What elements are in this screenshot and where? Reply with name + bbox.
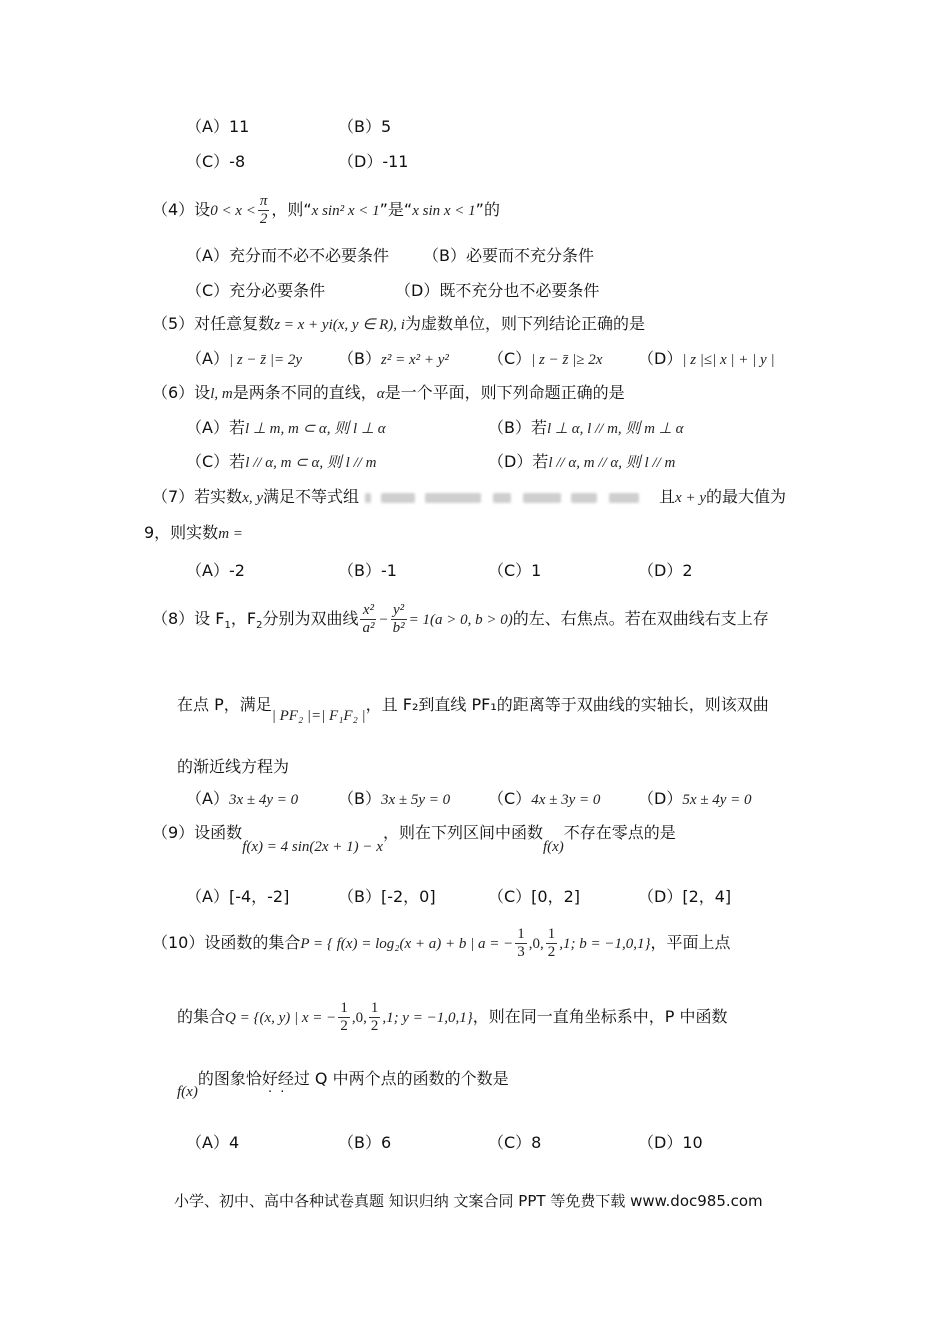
q10-q-expr: Q = {(x, y) | x = − <box>225 1010 337 1026</box>
q5-option-a <box>186 348 302 371</box>
q10-one-c: 1 <box>340 1000 348 1016</box>
q8-comma: ，F <box>230 609 257 628</box>
q8-a-expr: 3x ± 4y = 0 <box>228 792 299 808</box>
q10-p-tail: ,1; b = −1,0,1} <box>559 936 651 952</box>
q4-option-d: （D）既不充分也不必要条件 <box>395 281 600 300</box>
q5-stem <box>152 313 645 336</box>
q5-expr: z = x + yi(x, y ∈ R), i <box>274 317 405 333</box>
q5-d-label: （D） <box>638 349 683 368</box>
q10-tail: ，平面上点 <box>650 933 731 952</box>
q10-two-b: 2 <box>340 1018 348 1034</box>
q8-a-label: （A） <box>186 789 229 808</box>
q9-mid: ，则在下列区间中函数 <box>382 823 543 842</box>
q9-option-a: （A）[-4，-2] <box>186 887 290 906</box>
q8-x2: x² <box>360 602 376 620</box>
q6-d-expr: l // α, m // α, 则 l // m <box>548 455 676 471</box>
q8-l2-lead: 在点 P，满足 <box>177 695 272 714</box>
q9-option-c: （C）[0，2] <box>488 887 581 906</box>
q10-p-mid: ,0, <box>528 936 544 952</box>
q6-alpha: α <box>376 386 385 402</box>
q8-stem: （8）设 $F_1$，$F_2$分别为双曲线 $\frac{\text{x²}}{\text{a²}}$ − $\frac{\text{y²}}{\text{b²}}$ = 1(a > 0, b > 0)的左、右焦点。若在双曲线右支上存 <box>152 602 769 636</box>
q10-one-a: 1 <box>517 926 525 942</box>
q8-d-label: （D） <box>638 789 683 808</box>
q7-vars: x, y <box>242 490 264 506</box>
q4-mid1: ，则“ <box>271 200 312 219</box>
q6-d-label: （D）若 <box>488 452 549 471</box>
q4-option-c: （C）充分必要条件 <box>186 281 326 300</box>
q4-pi: π <box>259 193 268 209</box>
q6-c-label: （C）若 <box>186 452 246 471</box>
q5-tail: 为虚数单位，则下列结论正确的是 <box>404 314 645 333</box>
q10-l3-tail: 的图象恰好经过 Q 中两个点的函数的个数是 <box>197 1069 509 1088</box>
q4-expr2: x sin x < 1 <box>412 203 476 219</box>
q10-l2-lead: 的集合 <box>177 1007 226 1026</box>
q4-two: 2 <box>259 211 268 227</box>
q4-option-b: （B）必要而不充分条件 <box>423 246 594 265</box>
q7-and: 且 <box>659 487 676 506</box>
q8-lead: （8）设 F <box>152 609 225 628</box>
q7-tail: 的最大值为 <box>705 487 786 506</box>
q10-lead: （10）设函数的集合 <box>152 933 301 952</box>
q5-lead: （5）对任意复数 <box>152 314 275 333</box>
q8-option-b <box>338 788 450 811</box>
q4-fraction <box>258 193 270 228</box>
q7-inequality-system-image <box>359 487 659 509</box>
q7-line2-expr: m = <box>218 526 243 542</box>
q4-tail: ”的 <box>475 200 500 219</box>
q4-mid2: ”是“ <box>379 200 413 219</box>
q6-option-c <box>186 451 376 474</box>
q10-frac-half-neg <box>338 1000 350 1035</box>
q10-l2-tail: ，则在同一直角坐标系中，P 中函数 <box>472 1007 728 1026</box>
q5-d-expr: | z |≤| x | + | y | <box>682 352 775 368</box>
q6-lead: （6）设 <box>152 383 211 402</box>
q8-mid: 分别为双曲线 <box>262 609 359 628</box>
q8-c-label: （C） <box>488 789 532 808</box>
q7-sum: x + y <box>675 490 706 506</box>
q6-stem <box>152 382 625 405</box>
q6-c-expr: l // α, m ⊂ α, 则 l // m <box>245 455 377 471</box>
q5-option-c <box>488 348 602 371</box>
q7-mid: 满足不等式组 <box>263 487 360 506</box>
q8-sub2: 2 <box>256 620 263 632</box>
q10-p-expr: P = { f(x) = log₂(x + a) + b | a = − <box>300 936 514 952</box>
q9-option-b: （B）[-2，0] <box>338 887 436 906</box>
q6-option-b <box>488 417 683 440</box>
q8-y2: y² <box>391 602 407 620</box>
q10-option-c: （C）8 <box>488 1133 542 1152</box>
q5-option-d <box>638 348 775 371</box>
q7-option-c: （C）1 <box>488 561 542 580</box>
q4-stem <box>152 190 500 231</box>
q6-tail: 是一个平面，则下列命题正确的是 <box>384 383 625 402</box>
q3-option-a: （A）11 <box>186 117 250 136</box>
q10-two-c: 2 <box>370 1018 379 1034</box>
q10-three: 3 <box>517 944 525 960</box>
q8-b-expr: 3x ± 5y = 0 <box>380 792 451 808</box>
q5-c-expr: | z − z̄ |≥ 2x <box>531 352 603 368</box>
q10-option-b: （B）6 <box>338 1133 392 1152</box>
q10-q-tail: ,1; y = −1,0,1} <box>382 1010 473 1026</box>
q8-b-label: （B） <box>338 789 381 808</box>
q8-frac-y <box>391 602 407 637</box>
q5-a-label: （A） <box>186 349 229 368</box>
q9-fx: f(x) <box>542 839 564 855</box>
q9-option-d: （D）[2，4] <box>638 887 732 906</box>
q9-tail: 不存在零点的是 <box>563 823 676 842</box>
q8-eq: = 1(a > 0, b > 0) <box>408 612 513 628</box>
q8-d-expr: 5x ± 4y = 0 <box>682 792 752 808</box>
q6-b-label: （B）若 <box>488 418 547 437</box>
q5-option-b <box>338 348 449 371</box>
q8-frac-x <box>360 602 376 637</box>
q8-c-expr: 4x ± 3y = 0 <box>531 792 601 808</box>
q4-expr1: x sin² x < 1 <box>311 203 380 219</box>
q7-stem <box>152 486 786 509</box>
q10-stem-line2 <box>177 996 727 1039</box>
q7-option-d: （D）2 <box>638 561 693 580</box>
q5-a-expr: | z − z̄ |= 2y <box>228 352 303 368</box>
q6-vars: l, m <box>210 386 233 402</box>
q4-condition: 0 < x < <box>210 203 256 219</box>
q4-option-a: （A）充分而不必不必要条件 <box>186 246 389 265</box>
q10-frac-half-pos <box>369 1000 381 1035</box>
q6-a-label: （A）若 <box>186 418 245 437</box>
q7-lead: （7）若实数 <box>152 487 243 506</box>
q5-b-expr: z² = x² + y² <box>380 352 449 368</box>
q6-option-a <box>186 417 386 440</box>
q10-fx: f(x) <box>177 1084 198 1100</box>
q10-stem-line3 <box>177 1068 509 1100</box>
q8-a2: a² <box>362 620 375 636</box>
q10-stem <box>152 922 730 965</box>
q7-line2-lead: 9，则实数 <box>144 523 219 542</box>
q10-two-a: 2 <box>547 944 556 960</box>
q9-lead: （9）设函数 <box>152 823 243 842</box>
q9-expr: f(x) = 4 sin(2x + 1) − x <box>242 839 383 855</box>
q10-emphasis-dots: · · <box>268 1085 287 1100</box>
q3-option-b: （B）5 <box>338 117 392 136</box>
q6-a-expr: l ⊥ m, m ⊂ α, 则 l ⊥ α <box>244 421 386 437</box>
q10-frac-third <box>515 926 527 961</box>
q5-b-label: （B） <box>338 349 381 368</box>
q5-c-label: （C） <box>488 349 532 368</box>
q6-mid: 是两条不同的直线， <box>232 383 377 402</box>
q8-sub1: 1 <box>224 620 231 632</box>
q4-number: （4）设 <box>152 200 211 219</box>
q8-tail: 的左、右焦点。若在双曲线右支上存 <box>512 609 769 628</box>
q8-option-d <box>638 788 752 811</box>
q6-b-expr: l ⊥ α, l // m, 则 m ⊥ α <box>546 421 684 437</box>
q7-stem-line2 <box>144 522 243 545</box>
q10-one-d: 1 <box>370 1000 379 1016</box>
q10-option-d: （D）10 <box>638 1133 703 1152</box>
q6-option-d <box>488 451 675 474</box>
q8-stem-line2 <box>177 694 769 724</box>
q8-l2-tail: ，且 F₂到直线 PF₁的距离等于双曲线的实轴长，则该双曲 <box>365 695 769 714</box>
q9-stem <box>152 822 676 855</box>
q8-b2: b² <box>392 620 405 636</box>
q3-option-d: （D）-11 <box>338 152 409 171</box>
q10-one-b: 1 <box>547 926 556 942</box>
q8-stem-line3: 的渐近线方程为 <box>177 757 290 776</box>
q8-l2-expr: | PF₂ |=| F₁F₂ | <box>271 708 366 724</box>
q8-option-c <box>488 788 600 811</box>
q10-q-mid: ,0, <box>351 1010 367 1026</box>
q7-option-a: （A）-2 <box>186 561 245 580</box>
q8-option-a <box>186 788 298 811</box>
footer-note: 小学、初中、高中各种试卷真题 知识归纳 文案合同 PPT 等免费下载 www.doc985.com <box>174 1192 763 1210</box>
q10-frac-half <box>546 926 558 961</box>
q10-option-a: （A）4 <box>186 1133 240 1152</box>
q3-option-c: （C）-8 <box>186 152 246 171</box>
q7-option-b: （B）-1 <box>338 561 397 580</box>
